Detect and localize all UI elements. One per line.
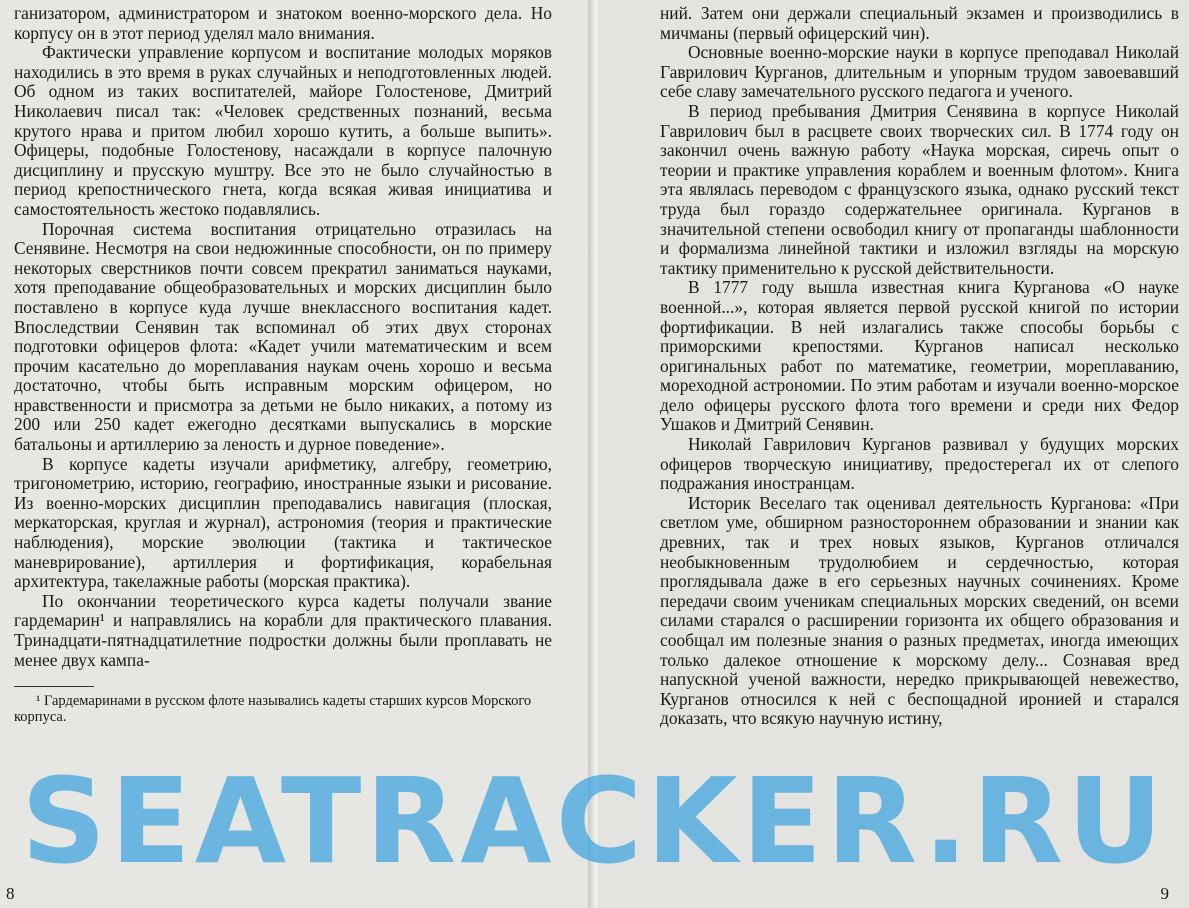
footnote-divider	[14, 686, 94, 687]
right-page	[600, 0, 1189, 908]
right-paragraph-1: ний. Затем они держали специальный экзамен и производились в мичманы (первый офицерский чин).	[660, 3, 1179, 43]
left-paragraph-1: ганизатором, администратором и знатоком военно-морского дела. Но корпусу он в этот период уделял мало внимания.	[14, 3, 552, 43]
right-paragraph-6: Историк Веселаго так оценивал деятельность Курганова: «При светлом уме, обширном разностороннем образовании и знании как древних, так и трех новых языков, Курганов отличался необыкновенным трудолюбием и сердечностью, которая проглядывала даже в его серьезных научных сочинениях. Кроме передачи своим ученикам специальных морских сведений, он всеми силами старался о расширении горизонта их общего образования и сообщал им полезные знания о разных предметах, иногда имеющих только далекое отношение к морскому делу... Сознавая вред напускной ученой важности, нередко прикрывающей невежество, Курганов относился к ней с беспощадной иронией и старался доказать, что всякую научную истину,	[660, 492, 1179, 729]
left-page	[0, 0, 592, 908]
page-number-left: 8	[6, 884, 15, 903]
left-paragraph-2: Фактически управление корпусом и воспитание молодых моряков находились в это время в руках случайных и неподготовленных людей. Об одном из таких воспитателей, майоре Голостенове, Дмитрий Николаевич писал так: «Человек средственных познаний, весьма крутого нрава и притом любил хорошо кутить, а больше выпить». Офицеры, подобные Голостенову, насаждали в корпусе палочную дисциплину и прусскую муштру. Все это не было случайностью в период крепостнического гнета, когда всякая живая инициатива и самостоятельность жестоко подавлялись.	[14, 42, 552, 219]
watermark-text: SEATRACKER.RU	[21, 770, 1167, 880]
right-paragraph-5: Николай Гаврилович Курганов развивал у будущих морских офицеров творческую инициативу, предостерегал их от слепого подражания иностранцам.	[660, 434, 1179, 494]
right-paragraph-2: Основные военно-морские науки в корпусе преподавал Николай Гаврилович Курганов, длительным и упорным трудом завоевавший себе славу замечательного русского педагога и ученого.	[660, 42, 1179, 102]
left-paragraph-4: В корпусе кадеты изучали арифметику, алгебру, геометрию, тригонометрию, историю, географию, иностранные языки и рисование. Из военно-морских дисциплин преподавались навигация (плоская, меркаторская, круглая и журнал), астрономия (теория и практические наблюдения), морские эволюции (тактика и тактическое маневрирование), артиллерия и фортификация, корабельная архитектура, такелажные работы (морская практика).	[14, 453, 552, 592]
right-paragraph-4: В 1777 году вышла известная книга Курганова «О науке военной...», которая является первой русской книгой по истории фортификации. В ней излагались также способы борьбы с приморскими крепостями. Курганов написал несколько оригинальных работ по математике, геометрии, мореплаванию, мореходной астрономии. По этим работам и изучали военно-морское дело офицеры русского флота того времени и среди них Федор Ушаков и Дмитрий Сенявин.	[660, 277, 1179, 435]
right-paragraph-3: В период пребывания Дмитрия Сенявина в корпусе Николай Гаврилович был в расцвете своих творческих сил. В 1774 году он закончил очень важную работу «Наука морская, сиречь опыт о теории и практике управления кораблем и военным флотом». Книга эта являлась переводом с французского языка, однако русский текст труда был гораздо содержательнее оригинала. Курганов в значительной степени освободил книгу от пропаганды шаблонности и формализма линейной тактики и изложил взгляды на морскую тактику применительно к русской действительности.	[660, 100, 1179, 278]
page-number-right: 9	[1160, 884, 1169, 903]
left-paragraph-5: По окончании теоретического курса кадеты получали звание гардемарин¹ и направлялись на корабли для практического плавания. Тринадцати-пятнадцатилетние подростки должны были проплавать не менее двух кампа-	[14, 590, 552, 670]
footnote: ¹ Гардемаринами в русском флоте назывались кадеты старших курсов Морского корпуса.	[14, 693, 532, 726]
left-paragraph-3: Порочная система воспитания отрицательно отразилась на Сенявине. Несмотря на свои недюжинные способности, он по примеру некоторых сверстников почти совсем прекратил заниматься науками, хотя преподавание общеобразовательных и морских дисциплин было поставлено в корпусе куда лучше внеклассного воспитания кадет. Впоследствии Сенявин так вспоминал об этих двух сторонах подготовки офицеров флота: «Кадет учили математическим и всем прочим касательно до мореплавания наукам очень хорошо и весьма достаточно, чтобы быть исправным морским офицером, но нравственности и присмотра за детьми не было никаких, а потому из 200 или 250 кадет ежегодно десятками выпускались в морские батальоны и артиллерию за леность и дурное поведение».	[14, 218, 552, 455]
